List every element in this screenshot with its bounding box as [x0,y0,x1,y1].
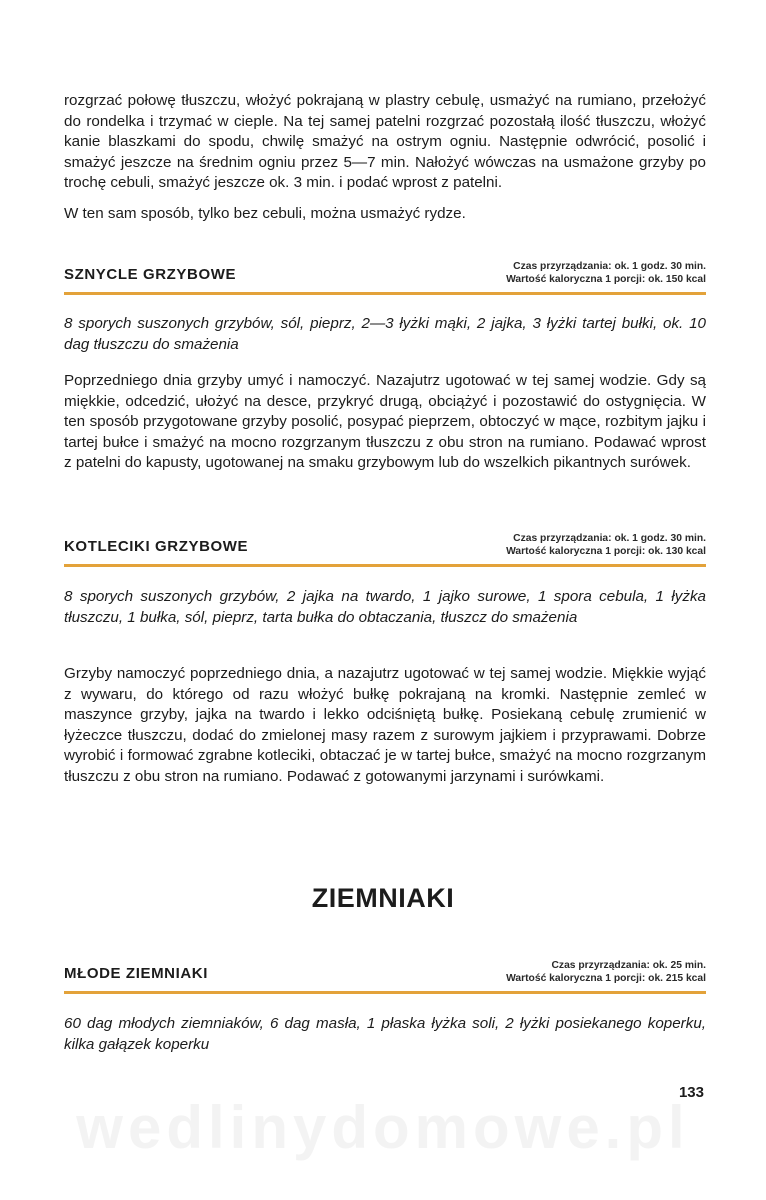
section-title: ZIEMNIAKI [311,883,455,913]
recipe-meta [506,532,706,558]
recipe-title: MŁODE ZIEMNIAKI [64,965,208,982]
instructions: Poprzedniego dnia grzyby umyć i namoczyć. Nazajutrz ugotować w tej samej wodzie. Gdy są miękkie, odcedzić, ułożyć na desce, przykryć drugą, obciążyć i pozostawić do ostygnięcia. W ten sposób przygotowane grzyby posolić, posypać pieprzem, obtoczyć w mące, rozbitym jajku i tartej bułce i smażyć na mocno rozgrzanym tłuszczu z obu stron na rumiano. Podawać wprost z patelni do kapusty, ugotowanej na smaku grzybowym lub do wszelkich pikantnych surówek. [64,372,706,471]
recipe-title: KOTLECIKI GRZYBOWE [64,538,249,555]
recipe-meta [506,959,706,985]
recipe-header-kotleciki [64,530,706,570]
page-number: 133 [678,1084,704,1101]
divider-rule [64,991,706,994]
calories: Wartość kaloryczna 1 porcji: ok. 130 kcal [506,546,706,557]
prep-time: Czas przyrządzania: ok. 1 godz. 30 min. [513,261,706,272]
ingredients: 60 dag młodych ziemniaków, 6 dag masła, 1 płaska łyżka soli, 2 łyżki posiekanego koperku, kilka gałązek koperku [64,1015,706,1053]
intro-paragraph: rozgrzać połowę tłuszczu, włożyć pokrajaną w plastry cebulę, usmażyć na rumiano, przełożyć do rondelka i trzymać w cieple. Na tej samej patelni rozgrzać pozostałą ilość tłuszczu, włożyć kanie blaszkami do spodu, chwilę smażyć na ostrym ogniu. Następnie odwrócić, posolić i smażyć jeszcze na średnim ogniu przez 5—7 min. Nałożyć wówczas na usmażone grzyby po trochę cebuli, smażyć jeszcze ok. 3 min. i podać wprost z patelni. [64,92,706,191]
calories: Wartość kaloryczna 1 porcji: ok. 215 kcal [506,973,706,984]
instructions: Grzyby namoczyć poprzedniego dnia, a nazajutrz ugotować w tej samej wodzie. Miękkie wyjąć z wywaru, do którego od razu włożyć bułkę pokrajaną na kromki. Następnie zemleć w maszynce grzyby, jajka na twardo i lekko odciśniętą bułkę. Posiekaną cebulę zrumienić w łyżeczce tłuszczu, dodać do zmielonej masy razem z surowym jajkiem i przyprawami. Dobrze wyrobić i formować zgrabne kotleciki, obtaczać je w tartej bułce, smażyć na mocno rozgrzanym tłuszczu z obu stron na rumiano. Podawać z gotowanymi jarzynami i surówkami. [64,665,706,785]
calories: Wartość kaloryczna 1 porcji: ok. 150 kcal [506,274,706,285]
recipe-header-sznycle [64,258,706,298]
watermark: wedlinydomowe.pl [76,1094,690,1161]
recipe-header-mlode-ziemniaki [64,957,706,997]
recipe-title: SZNYCLE GRZYBOWE [64,266,237,283]
prep-time: Czas przyrządzania: ok. 1 godz. 30 min. [513,533,706,544]
divider-rule [64,292,706,295]
divider-rule [64,564,706,567]
prep-time: Czas przyrządzania: ok. 25 min. [551,960,706,971]
ingredients: 8 sporych suszonych grzybów, sól, pieprz, 2—3 łyżki mąki, 2 jajka, 3 łyżki tartej bułki, ok. 10 dag tłuszczu do smażenia [64,315,706,353]
ingredients: 8 sporych suszonych grzybów, 2 jajka na twardo, 1 jajko surowe, 1 spora cebula, 1 łyżka tłuszczu, 1 bułka, sól, pieprz, tarta bułka do obtaczania, tłuszcz do smażenia [64,588,706,626]
recipe-meta [506,260,706,286]
intro-note: W ten sam sposób, tylko bez cebuli, można usmażyć rydze. [64,205,466,222]
